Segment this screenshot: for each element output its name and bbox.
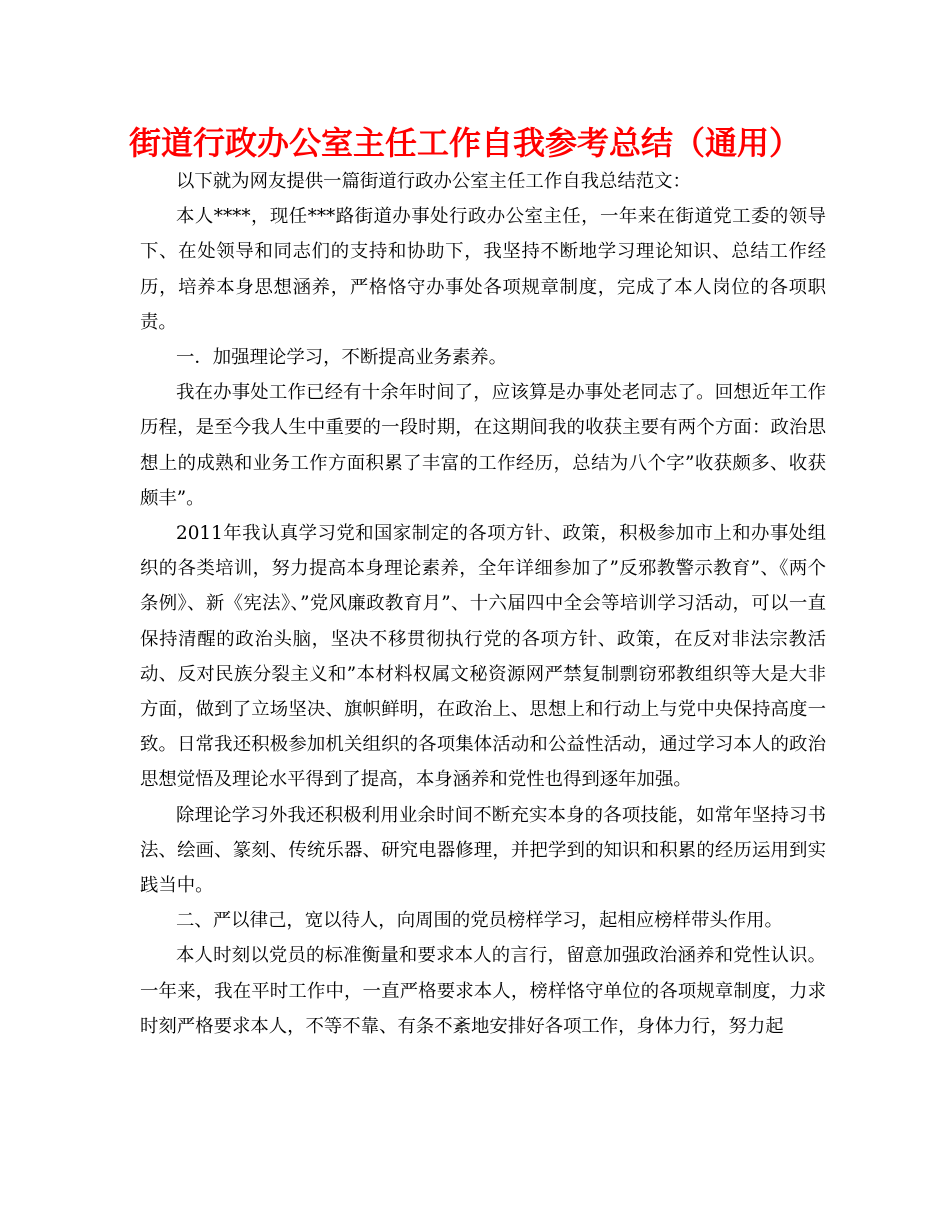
document-body — [140, 164, 826, 1044]
section-heading-1: 一．加强理论学习，不断提高业务素养。 — [176, 347, 508, 369]
paragraph-work-history: 我在办事处工作已经有十余年时间了，应该算是办事处老同志了。回想近年工作历程，是至今我人生中重要的一段时期，在这期间我的收获主要有两个方面：政治思想上的成熟和业务工作方面积累了丰富的工作经历，总结为八个字”收获颇多、收获颇丰”。 — [140, 382, 826, 509]
paragraph-self-introduction: 本人****，现任***路街道办事处行政办公室主任，一年来在街道党工委的领导下、在处领导和同志们的支持和协助下，我坚持不断地学习理论知识、总结工作经历，培养本身思想涵养，严格恪守办事处各项规章制度，完成了本人岗位的各项职责。 — [140, 206, 826, 333]
paragraph-2011-study: 2011年我认真学习党和国家制定的各项方针、政策，积极参加市上和办事处组织的各类培训，努力提高本身理论素养，全年详细参加了”反邪教警示教育”、《两个条例》、新《宪法》、”党风廉政教育月”、十六届四中全会等培训学习活动，可以一直保持清醒的政治头脑，坚决不移贯彻执行党的各项方针、政策，在反对非法宗教活动、反对民族分裂主义和”本材料权属文秘资源网严禁复制剽窃邪教组织等大是大非方面，做到了立场坚决、旗帜鲜明，在政治上、思想上和行动上与党中央保持高度一致。日常我还积极参加机关组织的各项集体活动和公益性活动，通过学习本人的政治思想觉悟及理论水平得到了提高，本身涵养和党性也得到逐年加强。 — [140, 523, 826, 791]
paragraph-self-discipline: 本人时刻以党员的标准衡量和要求本人的言行，留意加强政治涵养和党性认识。一年来，我在平时工作中，一直严格要求本人，榜样恪守单位的各项规章制度，力求时刻严格要求本人，不等不靠、有条不紊地安排好各项工作，身体力行，努力起 — [140, 945, 826, 1037]
paragraph-skills: 除理论学习外我还积极利用业余时间不断充实本身的各项技能，如常年坚持习书法、绘画、篆刻、传统乐器、研究电器修理，并把学到的知识和积累的经历运用到实践当中。 — [140, 804, 826, 897]
document-title: 街道行政办公室主任工作自我参考总结（通用） — [128, 124, 801, 162]
section-heading-2: 二、严以律己，宽以待人，向周围的党员榜样学习，起相应榜样带头作用。 — [176, 910, 783, 932]
paragraph-intro: 以下就为网友提供一篇街道行政办公室主任工作自我总结范文： — [176, 171, 691, 192]
